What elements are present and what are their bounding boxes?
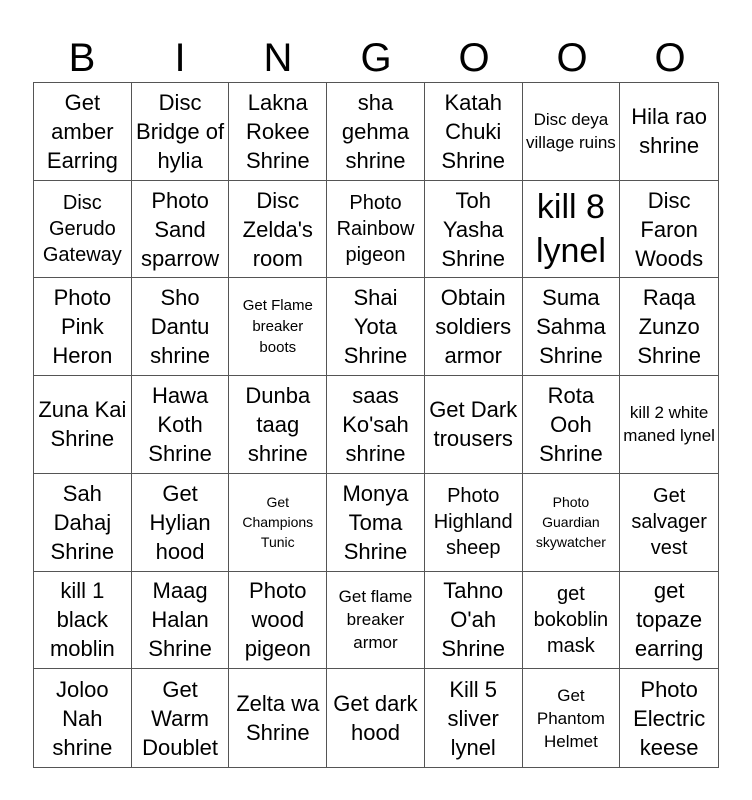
- cell-label: Toh Yasha Shrine: [441, 187, 505, 271]
- cell-label: Hila rao shrine: [631, 104, 708, 159]
- cell-label: get bokoblin mask: [533, 582, 609, 657]
- bingo-cell[interactable]: [34, 669, 132, 767]
- bingo-cell[interactable]: [523, 669, 621, 767]
- cell-label: Get flame breaker armor: [338, 587, 413, 653]
- cell-label: Get Warm Doublet: [142, 676, 218, 760]
- cell-label: saas Ko'sah shrine: [342, 382, 409, 466]
- cell-label: get topaze earring: [634, 578, 704, 662]
- bingo-cell[interactable]: [132, 669, 230, 767]
- bingo-cell[interactable]: [327, 572, 425, 670]
- cell-label: Katah Chuki Shrine: [441, 89, 505, 173]
- cell-label: Hawa Koth Shrine: [148, 382, 212, 466]
- cell-label: Maag Halan Shrine: [148, 578, 212, 662]
- cell-label: Disc Faron Woods: [635, 187, 704, 271]
- header-letter-o1: O: [458, 36, 490, 80]
- bingo-cell[interactable]: [34, 572, 132, 670]
- bingo-cell[interactable]: [132, 83, 230, 181]
- cell-label: Photo Electric keese: [633, 676, 706, 760]
- bingo-cell[interactable]: [425, 181, 523, 279]
- cell-label: Kill 5 sliver lynel: [447, 676, 499, 760]
- cell-label: Zuna Kai Shrine: [38, 397, 127, 452]
- bingo-cell[interactable]: [620, 278, 718, 376]
- cell-label: Rota Ooh Shrine: [539, 382, 603, 466]
- cell-label: Photo Pink Heron: [52, 285, 113, 369]
- header-letter-b: B: [68, 36, 96, 80]
- bingo-cell[interactable]: [425, 669, 523, 767]
- cell-label: Photo Highland sheep: [433, 485, 513, 560]
- cell-label: kill 2 white maned lynel: [623, 403, 715, 446]
- cell-label: Dunba taag shrine: [245, 382, 311, 466]
- bingo-cell[interactable]: [132, 278, 230, 376]
- bingo-cell[interactable]: [620, 474, 718, 572]
- bingo-cell[interactable]: [34, 474, 132, 572]
- cell-label: Get salvager vest: [631, 485, 707, 560]
- bingo-cell[interactable]: [229, 83, 327, 181]
- cell-label: Suma Sahma Shrine: [536, 285, 606, 369]
- bingo-cell[interactable]: [425, 376, 523, 474]
- cell-label: sha gehma shrine: [341, 89, 410, 173]
- cell-label: Obtain soldiers armor: [435, 285, 512, 369]
- cell-label: Disc Gerudo Gateway: [42, 192, 122, 267]
- cell-label: Zelta wa Shrine: [236, 691, 320, 746]
- bingo-cell[interactable]: [327, 474, 425, 572]
- cell-label: Get Flame breaker boots: [242, 297, 313, 357]
- cell-label: Tahno O'ah Shrine: [441, 578, 505, 662]
- cell-label: kill 8 lynel: [535, 188, 606, 271]
- bingo-cell[interactable]: [132, 181, 230, 279]
- cell-label: Disc Bridge of hylia: [136, 89, 225, 173]
- bingo-cell[interactable]: [425, 572, 523, 670]
- cell-label: kill 1 black moblin: [49, 578, 115, 662]
- cell-label: Disc deya village ruins: [526, 110, 616, 153]
- cell-label: Raqa Zunzo Shrine: [637, 285, 701, 369]
- cell-label: Shai Yota Shrine: [343, 285, 408, 369]
- cell-label: Get amber Earring: [46, 89, 118, 173]
- header-letter-o3: O: [654, 36, 686, 80]
- bingo-cell[interactable]: [327, 278, 425, 376]
- bingo-cell[interactable]: [620, 181, 718, 279]
- cell-label: Joloo Nah shrine: [52, 676, 113, 760]
- bingo-cell[interactable]: [229, 669, 327, 767]
- cell-label: Photo wood pigeon: [244, 578, 311, 662]
- bingo-cell[interactable]: [132, 474, 230, 572]
- bingo-cell[interactable]: [34, 376, 132, 474]
- bingo-cell[interactable]: [523, 376, 621, 474]
- bingo-cell[interactable]: [229, 181, 327, 279]
- bingo-cell[interactable]: [132, 376, 230, 474]
- bingo-cell[interactable]: [34, 83, 132, 181]
- cell-label: Get Phantom Helmet: [536, 685, 605, 751]
- header-letter-i: I: [174, 36, 186, 80]
- bingo-cell[interactable]: [229, 376, 327, 474]
- header-letter-g: G: [360, 36, 392, 80]
- bingo-cell[interactable]: [327, 376, 425, 474]
- bingo-cell[interactable]: [523, 278, 621, 376]
- bingo-cell[interactable]: [229, 474, 327, 572]
- bingo-cell[interactable]: [34, 278, 132, 376]
- cell-label: Lakna Rokee Shrine: [245, 89, 310, 173]
- cell-label: Get Dark trousers: [429, 397, 518, 452]
- bingo-cell[interactable]: [523, 572, 621, 670]
- cell-label: Photo Rainbow pigeon: [336, 192, 415, 267]
- bingo-header: [33, 30, 719, 86]
- bingo-cell[interactable]: [327, 669, 425, 767]
- cell-label: Get Hylian hood: [149, 480, 211, 564]
- bingo-cell[interactable]: [425, 83, 523, 181]
- bingo-cell[interactable]: [620, 572, 718, 670]
- bingo-cell[interactable]: [34, 181, 132, 279]
- bingo-cell[interactable]: [425, 474, 523, 572]
- cell-label: Get dark hood: [333, 691, 418, 746]
- bingo-cell[interactable]: [327, 83, 425, 181]
- bingo-cell[interactable]: [523, 181, 621, 279]
- bingo-cell[interactable]: [523, 474, 621, 572]
- bingo-cell[interactable]: [229, 572, 327, 670]
- bingo-cell[interactable]: [132, 572, 230, 670]
- header-letter-n: N: [263, 36, 293, 80]
- bingo-board: [33, 82, 719, 768]
- cell-label: Photo Sand sparrow: [140, 187, 220, 271]
- bingo-cell[interactable]: [620, 376, 718, 474]
- cell-label: Photo Guardian skywatcher: [535, 494, 606, 551]
- cell-label: Disc Zelda's room: [242, 187, 313, 271]
- cell-label: Sah Dahaj Shrine: [50, 480, 115, 564]
- cell-label: Get Champions Tunic: [242, 494, 314, 551]
- bingo-cell[interactable]: [620, 83, 718, 181]
- cell-label: Monya Toma Shrine: [342, 480, 409, 564]
- header-letter-o2: O: [556, 36, 588, 80]
- bingo-cell[interactable]: [425, 278, 523, 376]
- cell-label: Sho Dantu shrine: [150, 285, 211, 369]
- bingo-cell[interactable]: [523, 83, 621, 181]
- bingo-cell[interactable]: [327, 181, 425, 279]
- bingo-cell[interactable]: [229, 278, 327, 376]
- bingo-cell[interactable]: [620, 669, 718, 767]
